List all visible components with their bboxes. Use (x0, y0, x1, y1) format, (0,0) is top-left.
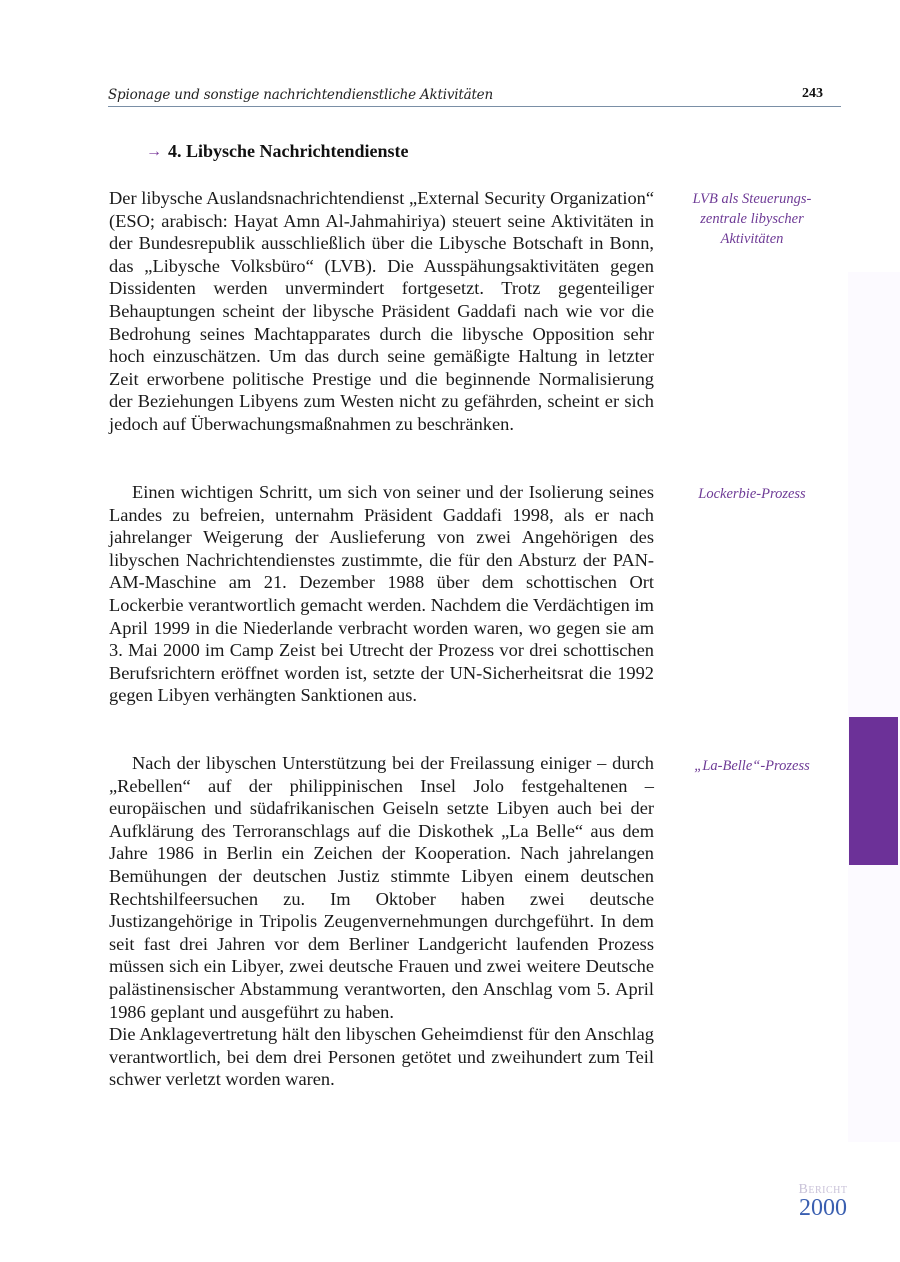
paragraph-3 (109, 752, 654, 1091)
logo-year: 2000 (799, 1195, 847, 1221)
arrow-right-icon: → (146, 142, 162, 160)
section-title: 4. Libysche Nachrichtendienste (168, 141, 409, 161)
logo-word: Bericht (798, 1182, 848, 1197)
page-number: 243 (802, 86, 823, 101)
paragraph-text: Die Anklagevertretung hält den libyschen Geheimdienst für den Anschlag verantwortlich, bei dem drei Personen getötet und zweihundert zum Teil schwer verletzt worden waren. (109, 1024, 654, 1090)
running-title: Spionage und sonstige nachrichtendienstliche Aktivitäten (108, 87, 493, 103)
paragraph-text: Nach der libyschen Unterstützung bei der Freilassung einiger – durch „Rebellen“ auf der philippinischen Insel Jolo festgehaltenen – europäischen und südafrikanischen Geiseln setzte Libyen auch bei der Aufklärung des Terroranschlags auf die Diskothek „La Belle“ aus dem Jahre 1986 in Berlin ein Zeichen der Kooperation. Nach jahrelangen Bemühungen der deutschen Justiz stimmte Libyen einem deutschen Rechtshilfeersuchen zu. Im Oktober haben zwei deutsche Justizangehörige in Tripolis Zeugenvernehmungen durchgeführt. In dem seit fast drei Jahren vor dem Berliner Landgericht laufenden Prozess müssen sich ein Libyer, zwei deutsche Frauen und zwei weitere Deutsche palästinensischer Abstammung verantworten, den Anschlag vom 5. April 1986 geplant und ausgeführt zu haben. (109, 753, 654, 1022)
section-heading (146, 141, 409, 162)
bericht-2000-logo (788, 1183, 858, 1220)
paragraph-text: Der libysche Auslandsnachrichtendienst „External Security Organization“ (ESO; arabisch: Hayat Amn Al-Jahmahiriya) steuert seine Aktivitäten in der Bundesrepublik ausschließlich über die Libysche Botschaft in Bonn, das „Libysche Volksbüro“ (LVB). Die Ausspähungsaktivitäten gegen Dissidenten werden unvermindert fortgesetzt. Trotz gegenteiliger Behauptungen scheint der libysche Präsident Gaddafi nach wie vor die Bedrohung seines Machtapparates durch die libysche Opposition sehr hoch einzuschätzen. Um das durch seine gemäßigte Haltung in letzter Zeit erworbene politische Prestige und die beginnende Normalisierung der Beziehungen Libyens zum Westen nicht zu gefährden, scheint er sich jedoch auf Überwachungsmaßnahmen zu beschränken. (109, 188, 654, 434)
paragraph-text: Einen wichtigen Schritt, um sich von seiner und der Isolierung seines Landes zu befreien, unternahm Präsident Gaddafi 1998, als er nach jahrelanger Weigerung der Auslieferung von zwei Angehörigen des libyschen Nachrichtendienstes zustimmte, die für den Absturz der PAN-AM-Maschine am 21. Dezember 1988 über dem schottischen Ort Lockerbie verantwortlich gemacht werden. Nachdem die Verdächtigen im April 1999 in die Niederlande verbracht worden waren, wo gegen sie am 3. Mai 2000 im Camp Zeist bei Utrecht der Prozess vor drei schottischen Berufsrichtern eröffnet worden ist, setzte der UN-Sicherheitsrat die 1992 gegen Libyen verhängten Sanktionen aus. (109, 482, 654, 706)
margin-note-lvb: LVB als Steuerungszentrale libyscher Aktivitäten (692, 191, 812, 247)
paragraph-1 (109, 187, 654, 436)
chapter-tab-marker (849, 717, 898, 865)
page-header (108, 86, 841, 107)
paragraph-2 (109, 481, 654, 707)
margin-note-la-belle: „La-Belle“-Prozess (694, 758, 810, 774)
margin-note-lockerbie: Lockerbie-Prozess (698, 486, 806, 502)
side-strip (848, 272, 900, 1142)
